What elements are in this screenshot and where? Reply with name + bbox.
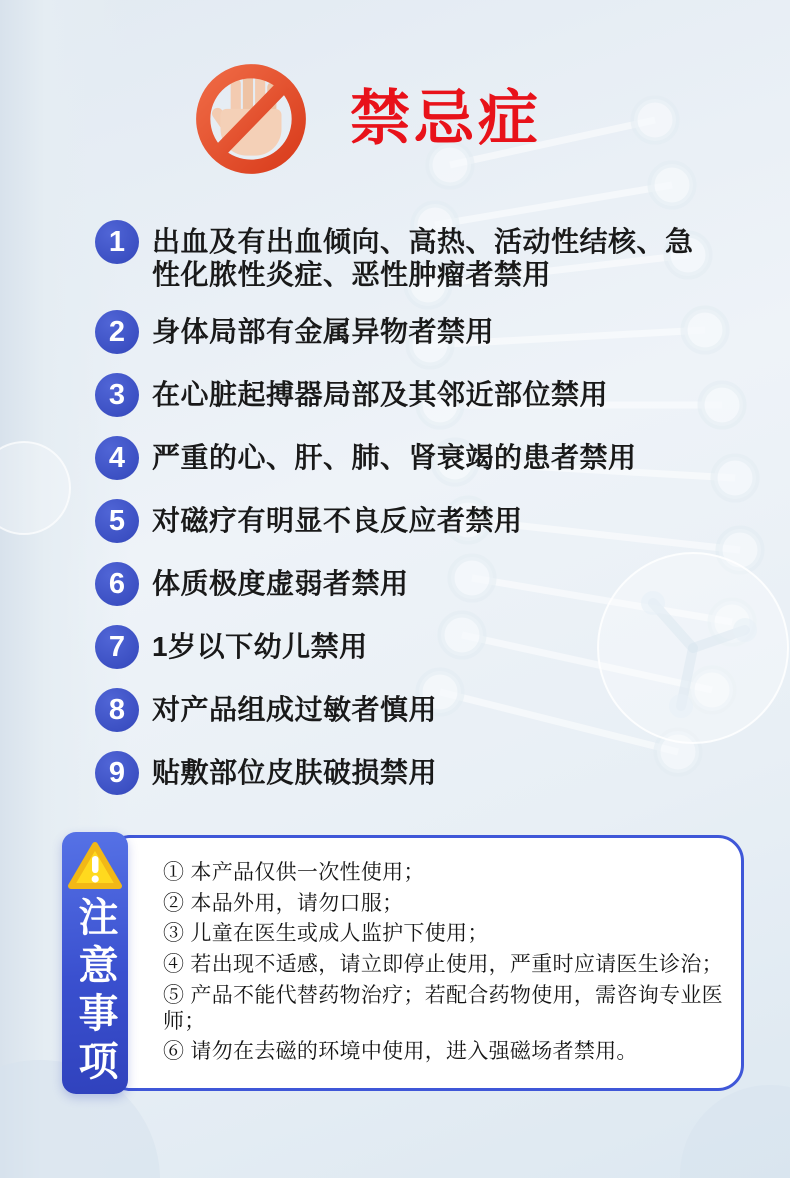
contraindication-item [95,688,720,732]
contraindication-item [95,310,720,354]
item-number-badge: 4 [95,436,139,480]
item-number-badge: 3 [95,373,139,417]
precaution-item: ④ 若出现不适感，请立即停止使用，严重时应请医生诊治； [163,953,723,976]
contraindication-item [95,625,720,669]
precaution-item: ① 本产品仅供一次性使用； [163,861,425,885]
warning-triangle-icon [67,840,123,892]
page-title: 禁忌症 [350,85,542,152]
precaution-item: ③ 儿童在医生或成人监护下使用； [163,922,489,946]
precautions-banner-label: 注意事项 [73,896,117,1088]
contraindications-list [95,220,720,795]
item-text: 贴敷部位皮肤破损禁用 [152,757,438,789]
item-text: 体质极度虚弱者禁用 [152,568,409,600]
item-number-badge: 1 [95,220,139,264]
item-number-badge: 9 [95,751,139,795]
item-text: 在心脏起搏器局部及其邻近部位禁用 [152,379,609,411]
item-text: 出血及有出血倾向、高热、活动性结核、急性化脓性炎症、恶性肿瘤者禁用 [152,226,694,291]
contraindication-item [95,751,720,795]
item-number-badge: 8 [95,688,139,732]
contraindication-item [95,436,720,480]
item-number-badge: 7 [95,625,139,669]
item-text: 严重的心、肝、肺、肾衰竭的患者禁用 [152,442,637,474]
header [190,58,542,180]
precaution-item: ⑤ 产品不能代替药物治疗；若配合药物使用，需咨询专业医师； [163,983,723,1033]
precautions-banner [62,832,128,1094]
item-number-badge: 5 [95,499,139,543]
item-number-badge: 2 [95,310,139,354]
contraindication-item [95,562,720,606]
precautions-box [104,835,744,1091]
contraindication-item [95,220,720,291]
item-text: 对磁疗有明显不良反应者禁用 [152,505,523,537]
precaution-item: ② 本品外用，请勿口服； [163,891,404,915]
item-text: 身体局部有金属异物者禁用 [152,316,495,348]
precautions-section [62,832,744,1094]
item-text: 对产品组成过敏者慎用 [152,694,438,726]
item-number-badge: 6 [95,562,139,606]
contraindication-item [95,499,720,543]
precaution-item: ⑥ 请勿在去磁的环境中使用，进入强磁场者禁用。 [163,1040,638,1064]
no-entry-hand-icon [190,58,312,180]
item-text: 1岁以下幼儿禁用 [152,631,368,663]
contraindication-item [95,373,720,417]
